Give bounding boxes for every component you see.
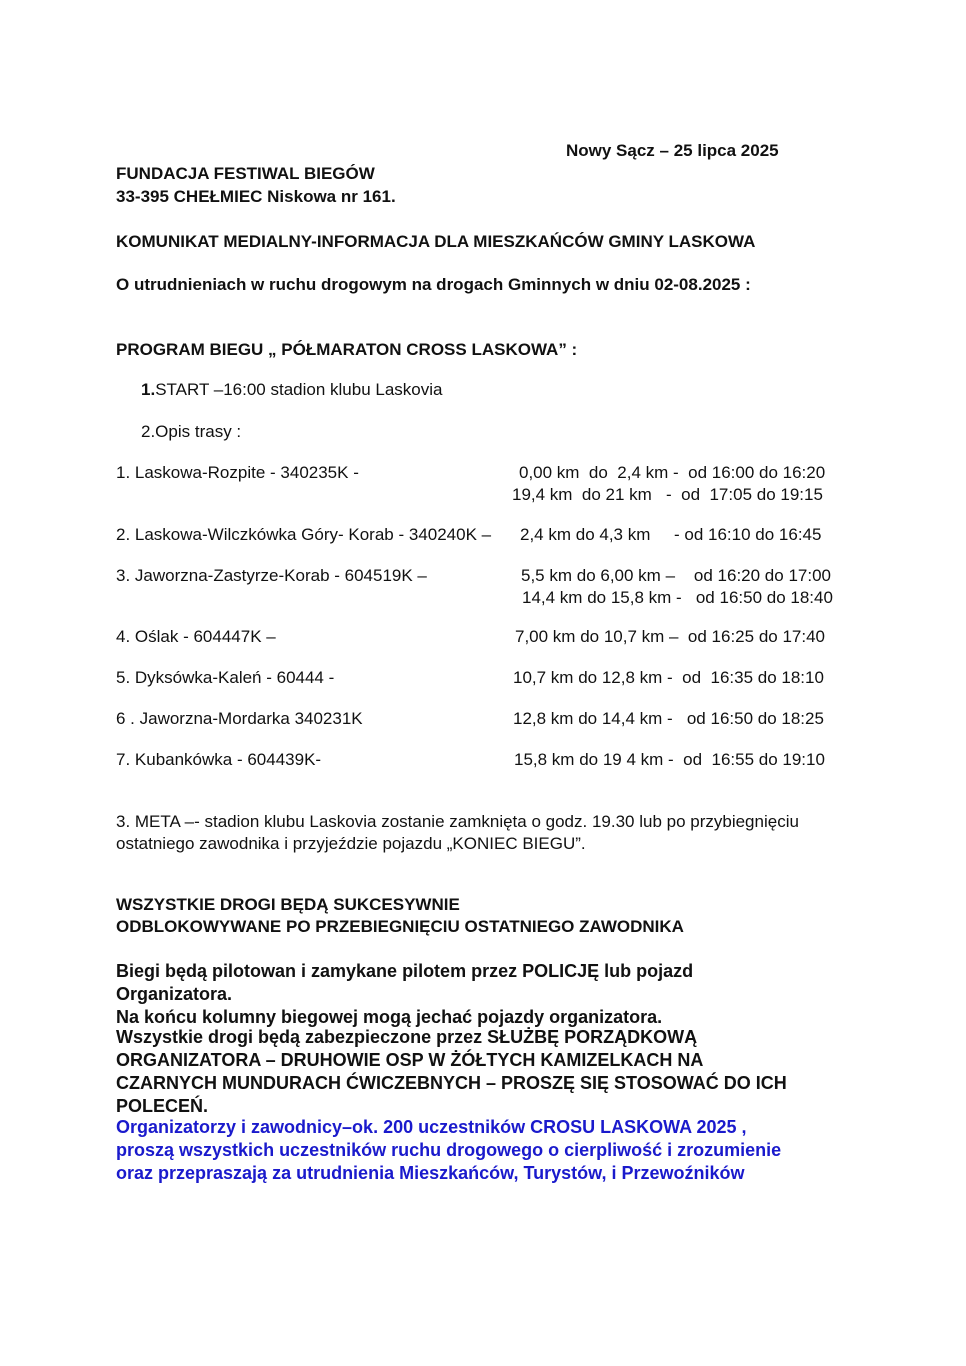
route-segment: 7,00 km do 10,7 km – od 16:25 do 17:40 [515,627,825,646]
route-segment: 15,8 km do 19 4 km - od 16:55 do 19:10 [514,750,825,769]
notice-line: WSZYSTKIE DROGI BĘDĄ SUKCESYWNIE [116,895,460,914]
info-line: Biegi będą pilotowan i zamykane pilotem przez POLICJĘ lub pojazd [116,961,694,981]
route-segment: 19,4 km do 21 km - od 17:05 do 19:15 [512,485,823,504]
route-name: 5. Dyksówka-Kaleń - 60444 - [116,668,335,687]
route-segment: 2,4 km do 4,3 km - od 16:10 do 16:45 [520,525,822,544]
route-segment: 0,00 km do 2,4 km - od 16:00 do 16:20 [519,463,826,482]
document-title: KOMUNIKAT MEDIALNY-INFORMACJA DLA MIESZKAŃCÓW GMINY LASKOWA [116,232,756,251]
route-segment: 10,7 km do 12,8 km - od 16:35 do 18:10 [513,668,824,687]
route-name: 6 . Jaworzna-Mordarka 340231K [116,709,363,728]
program-start-text: START –16:00 stadion klubu Laskovia [155,380,443,399]
route-name: 2. Laskowa-Wilczkówka Góry- Korab - 340240K – [116,525,492,544]
notice-line: ODBLOKOWYWANE PO PRZEBIEGNIĘCIU OSTATNIEGO ZAWODNIKA [116,917,684,936]
route-segment: 5,5 km do 6,00 km – od 16:20 do 17:00 [521,566,831,585]
info-line: ORGANIZATORA – DRUHOWIE OSP W ŻÓŁTYCH KAMIZELKACH NA [116,1050,704,1070]
organization-address: 33-395 CHEŁMIEC Niskowa nr 161. [116,187,396,206]
document-subtitle: O utrudnieniach w ruchu drogowym na drogach Gminnych w dniu 02-08.2025 : [116,275,751,294]
program-start [141,378,442,401]
document-date: Nowy Sącz – 25 lipca 2025 [566,141,779,160]
info-line: POLECEŃ. [116,1096,209,1116]
program-heading: PROGRAM BIEGU „ PÓŁMARATON CROSS LASKOWA” : [116,340,578,359]
route-segment: 12,8 km do 14,4 km - od 16:50 do 18:25 [513,709,824,728]
info-line: CZARNYCH MUNDURACH ĆWICZEBNYCH – PROSZĘ SIĘ STOSOWAĆ DO ICH [116,1073,787,1093]
route-name: 7. Kubankówka - 604439K- [116,750,322,769]
closing-line: Organizatorzy i zawodnicy–ok. 200 uczestników CROSU LASKOWA 2025 , [116,1117,747,1137]
route-name: 4. Oślak - 604447K – [116,627,276,646]
info-line: Wszystkie drogi będą zabezpieczone przez SŁUŻBĘ PORZĄDKOWĄ [116,1027,698,1047]
route-name: 3. Jaworzna-Zastyrze-Korab - 604519K – [116,566,427,585]
meta-line: ostatniego zawodnika i przyjeździe pojazdu „KONIEC BIEGU”. [116,834,586,853]
organization-name: FUNDACJA FESTIWAL BIEGÓW [116,164,375,183]
route-segment: 14,4 km do 15,8 km - od 16:50 do 18:40 [522,588,833,607]
info-line: Na końcu kolumny biegowej mogą jechać pojazdy organizatora. [116,1007,663,1027]
route-heading: 2.Opis trasy : [141,422,242,441]
info-line: Organizatora. [116,984,233,1004]
meta-line: 3. META –- stadion klubu Laskovia zostanie zamknięta o godz. 19.30 lub po przybiegnięciu [116,812,799,831]
closing-line: oraz przepraszają za utrudnienia Mieszkańców, Turystów, i Przewoźników [116,1163,745,1183]
route-name: 1. Laskowa-Rozpite - 340235K - [116,463,359,482]
closing-line: proszą wszystkich uczestników ruchu drogowego o cierpliwość i zrozumienie [116,1140,782,1160]
program-start-number: 1. [141,380,156,399]
